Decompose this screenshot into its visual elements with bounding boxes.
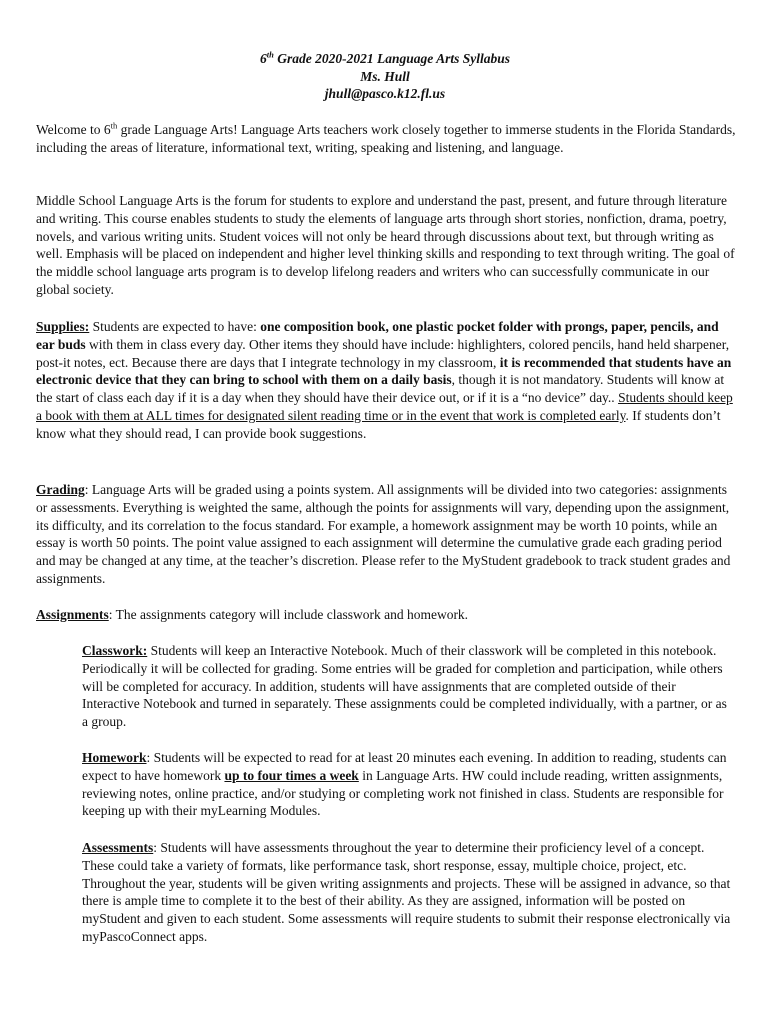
teacher-name: Ms. Hull [360, 68, 410, 84]
classwork-heading: Classwork: [82, 643, 148, 658]
homework-heading: Homework [82, 750, 147, 765]
course-description-paragraph: Middle School Language Arts is the forum for students to explore and understand the past, present, and future through literature and writing. This course enables students to study the elements of language arts through short stories, nonfiction, drama, poetry, novels, and various writing units. Student voices will not only be heard through discussions about text, but through writing as well. Emphasis will be placed on independent and higher level thinking skills and responding to text through writing. The goal of the middle school language arts program is to develop lifelong readers and writers who can successfully communicate in our global society. [36, 193, 735, 297]
grading-heading: Grading [36, 482, 85, 497]
teacher-email: jhull@pasco.k12.fl.us [324, 86, 446, 101]
supplies-heading: Supplies: [36, 319, 90, 334]
assessments-section: Assessments: Students will have assessments throughout the year to determine their proficiency level of a concept. These could take a variety of formats, like performance task, short response, essay, multiple choice, project, etc. Throughout the year, students will be given writing assignments and projects. These will be assigned in advance, so that there is ample time to complete it to the best of their ability. As they are assigned, information will be posted on myStudent and given to each student. Some assessments will require students to submit their response electronically via myPascoConnect apps. [82, 840, 731, 944]
supplies-section: Supplies: Students are expected to have: one composition book, one plastic pocket folder with prongs, paper, pencils, and ear buds with them in class every day. Other items they should have include: highlighters, colored pencils, hand held sharpener, post-it notes, ect. Because there are days that I integrate technology in my classroom, it is recommended that students have an electronic device that they can bring to school with them on a daily basis, though it is not mandatory. Students will know at the start of class each day if it is a day when they should have their device out, or if it is a “no device” day.. Students should keep a book with them at ALL times for designated silent reading time or in the event that work is completed early. If students don’t know what they should read, I can provide book suggestions. [36, 319, 733, 441]
syllabus-header [0, 50, 770, 103]
assignments-heading: Assignments [36, 607, 109, 622]
homework-section: Homework: Students will be expected to read for at least 20 minutes each evening. In addition to reading, students can expect to have homework up to four times a week in Language Arts. HW could include reading, written assignments, reviewing notes, online practice, and/or studying or completing work not finished in class. Students are responsible for keeping up with their myLearning Modules. [82, 750, 727, 819]
welcome-paragraph: Welcome to 6th grade Language Arts! Language Arts teachers work closely together to immerse students in the Florida Standards, including the areas of literature, informational text, writing, speaking and listening, and language. [36, 120, 736, 155]
assignments-section: Assignments: The assignments category will include classwork and homework. [36, 607, 469, 622]
syllabus-title: 6th Grade 2020-2021 Language Arts Syllabus [260, 49, 510, 66]
assessments-heading: Assessments [82, 840, 154, 855]
grading-section: Grading: Language Arts will be graded using a points system. All assignments will be divided into two categories: assignments or assessments. Everything is weighted the same, although the points for assignments will vary, depending upon the assignment, its difficulty, and its correlation to the focus standard. For example, a homework assignment may be worth 10 points, while an essay is worth 50 points. The point value assigned to each assignment will determine the cumulative grade each grading period and may be changed at any time, at the teacher’s discretion. Please refer to the MyStudent gradebook to track student grades and assignments. [36, 482, 731, 586]
classwork-section: Classwork: Students will keep an Interactive Notebook. Much of their classwork will be completed in this notebook. Periodically it will be collected for grading. Some entries will be graded for completion and participation, while others will be completed for accuracy. In addition, students will have assignments that are completed outside of their Interactive Notebook and turned in separately. These assignments could be completed individually, with a partner, or as a group. [82, 643, 727, 730]
